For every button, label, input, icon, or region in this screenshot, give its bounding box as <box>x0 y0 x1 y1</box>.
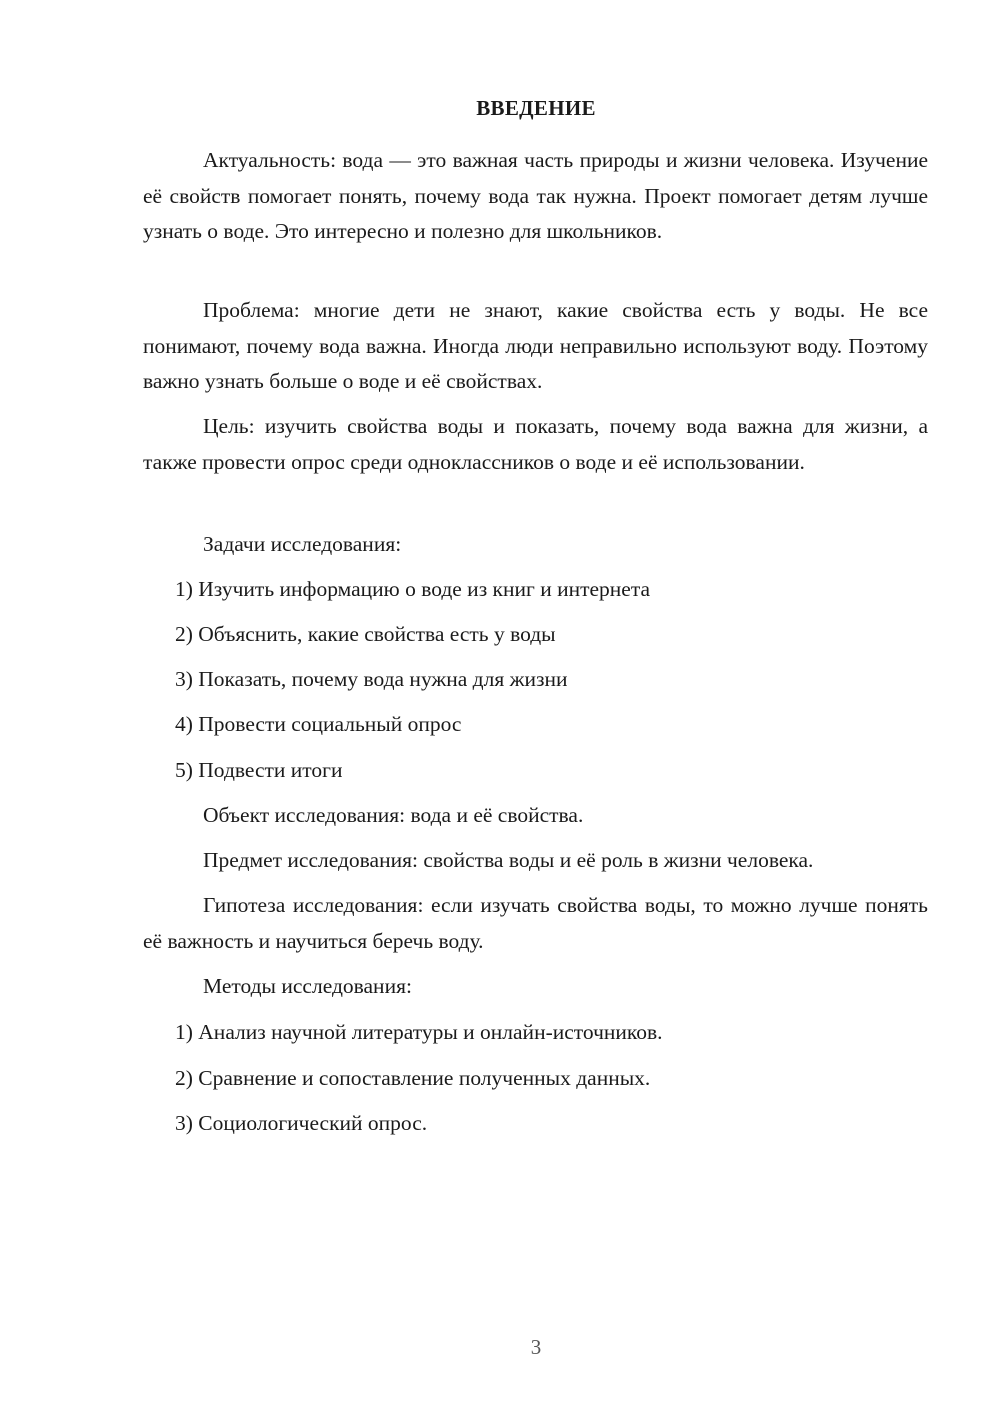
method-item: 1) Анализ научной литературы и онлайн-источников. <box>175 1020 663 1044</box>
methods-heading: Методы исследования: <box>203 974 412 998</box>
page-number: 3 <box>530 1335 542 1359</box>
method-item: 2) Сравнение и сопоставление полученных данных. <box>175 1066 651 1090</box>
task-item: 4) Провести социальный опрос <box>175 712 462 736</box>
problem-paragraph: Проблема: многие дети не знают, какие свойства есть у воды. Не все понимают, почему вода важна. Иногда люди неправильно используют воду. Поэтому важно узнать больше о воде и её свойствах. <box>143 298 928 393</box>
task-item: 2) Объяснить, какие свойства есть у воды <box>175 622 556 646</box>
relevance-paragraph: Актуальность: вода — это важная часть природы и жизни человека. Изучение её свойств помогает понять, почему вода так нужна. Проект помогает детям лучше узнать о воде. Это интересно и полезно для школьников. <box>143 148 928 243</box>
task-item: 3) Показать, почему вода нужна для жизни <box>175 667 568 691</box>
subject-line: Предмет исследования: свойства воды и её роль в жизни человека. <box>203 848 814 872</box>
tasks-heading: Задачи исследования: <box>203 532 402 556</box>
method-item: 3) Социологический опрос. <box>175 1111 428 1135</box>
section-title: ВВЕДЕНИЕ <box>476 96 596 120</box>
object-line: Объект исследования: вода и её свойства. <box>203 803 584 827</box>
task-item: 1) Изучить информацию о воде из книг и интернета <box>175 577 651 601</box>
hypothesis-paragraph: Гипотеза исследования: если изучать свойства воды, то можно лучше понять её важность и научиться беречь воду. <box>143 893 928 953</box>
goal-paragraph: Цель: изучить свойства воды и показать, почему вода важна для жизни, а также провести опрос среди одноклассников о воде и её использовании. <box>143 414 928 474</box>
task-item: 5) Подвести итоги <box>175 758 343 782</box>
